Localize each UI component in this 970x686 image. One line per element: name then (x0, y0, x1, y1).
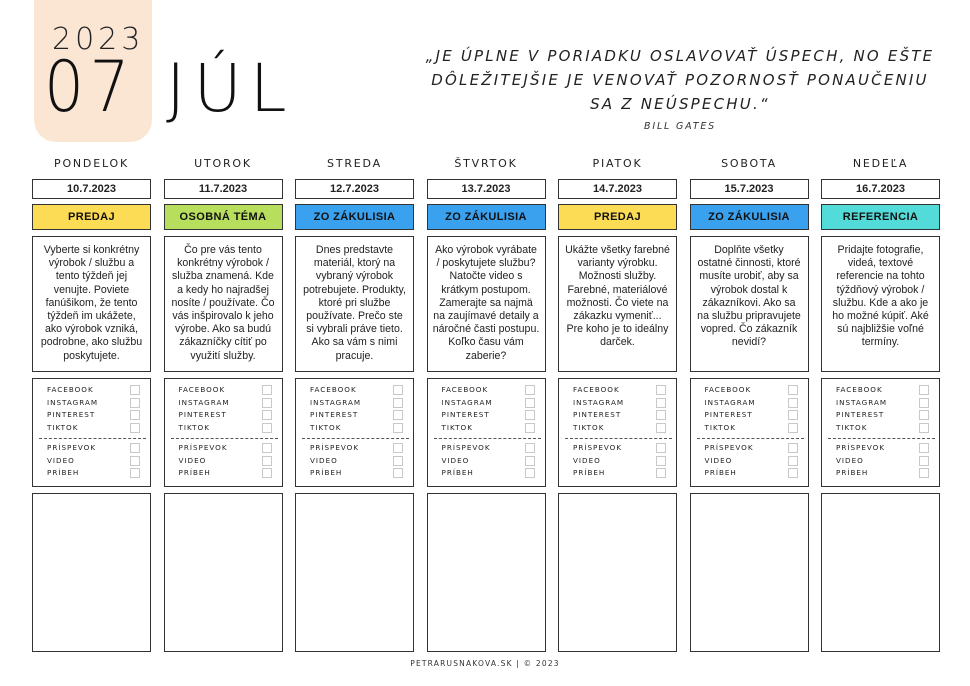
content-idea: Čo pre vás tento konkrétny výrobok / služba znamená. Kde a kedy ho najradšej nosíte / používate. Čo vás inšpirovalo k jeho výrobe. Ako sa budú zákazníčky cítiť po využití služby. (164, 236, 283, 372)
checklist-row-pinterest (310, 409, 401, 422)
checkbox[interactable] (393, 410, 403, 420)
checklist-row-video (179, 455, 270, 468)
checklist-label: PRÍBEH (704, 468, 737, 477)
checklist-label: FACEBOOK (836, 385, 883, 394)
checklist-label: PRÍBEH (573, 468, 606, 477)
checklist-row-facebook (705, 384, 796, 397)
checklist-row-video (705, 455, 796, 468)
notes-area[interactable] (690, 493, 809, 652)
checklist-row-tiktok (573, 422, 664, 435)
checklist-label: PRÍSPEVOK (310, 443, 360, 452)
checkbox[interactable] (393, 398, 403, 408)
checkbox[interactable] (393, 456, 403, 466)
checklist-row-instagram (179, 397, 270, 410)
checkbox[interactable] (262, 398, 272, 408)
checklist-row-video (836, 455, 927, 468)
checklist-label: FACEBOOK (47, 385, 94, 394)
checklist-label: VIDEO (178, 455, 207, 465)
checkbox[interactable] (525, 443, 535, 453)
checkbox[interactable] (525, 398, 535, 408)
checkbox[interactable] (393, 443, 403, 453)
checkbox[interactable] (788, 443, 798, 453)
checklist-label: PRÍBEH (47, 468, 80, 477)
checklist-label: VIDEO (310, 455, 338, 465)
day-name: PIATOK (592, 157, 643, 170)
checklist-label: PRÍBEH (441, 468, 474, 477)
checkbox[interactable] (130, 468, 140, 478)
checklist-label: PRÍSPEVOK (573, 443, 623, 452)
checklist-label: PINTEREST (47, 410, 96, 419)
checklist-row-video (310, 455, 401, 468)
checklist-label: PINTEREST (441, 410, 490, 419)
checklist-row-facebook (836, 384, 927, 397)
category-badge: ZO ZÁKULISIA (690, 204, 809, 230)
day-date: 11.7.2023 (164, 179, 283, 199)
checkbox[interactable] (262, 443, 272, 453)
checklist-divider (302, 438, 409, 439)
checklist-row-story (573, 467, 664, 480)
checkbox[interactable] (788, 410, 798, 420)
checkbox[interactable] (393, 423, 403, 433)
day-date: 16.7.2023 (821, 179, 940, 199)
day-column (164, 157, 283, 652)
day-column (427, 157, 546, 652)
month-name: JÚL (166, 50, 295, 127)
checklist-row-facebook (310, 384, 401, 397)
checkbox[interactable] (788, 385, 798, 395)
checkbox[interactable] (525, 410, 535, 420)
checkbox[interactable] (919, 385, 929, 395)
checklist-row-instagram (705, 397, 796, 410)
social-checklist (295, 378, 414, 487)
social-checklist (164, 378, 283, 487)
day-column (821, 157, 940, 652)
checkbox[interactable] (919, 456, 929, 466)
checklist-label: VIDEO (573, 455, 601, 465)
day-column (690, 157, 809, 652)
checkbox[interactable] (788, 398, 798, 408)
day-name: NEDEĽA (852, 157, 909, 170)
quote-author: BILL GATES (644, 121, 716, 132)
checkbox[interactable] (919, 423, 929, 433)
month-number: 07 (44, 46, 135, 128)
checklist-label: FACEBOOK (573, 385, 620, 394)
checklist-row-story (836, 467, 927, 480)
checklist-label: PINTEREST (310, 410, 359, 419)
checklist-label: PRÍSPEVOK (47, 443, 97, 452)
checkbox[interactable] (525, 468, 535, 478)
checklist-label: FACEBOOK (704, 385, 752, 394)
day-column (32, 157, 151, 652)
checklist-label: INSTAGRAM (704, 397, 756, 407)
checklist-label: VIDEO (836, 455, 864, 465)
checklist-label: INSTAGRAM (573, 397, 625, 407)
checkbox[interactable] (656, 443, 666, 453)
checklist-row-pinterest (442, 409, 533, 422)
day-column (295, 157, 414, 652)
checklist-label: PRÍBEH (310, 468, 343, 477)
checkbox[interactable] (262, 423, 272, 433)
checklist-divider (828, 438, 935, 439)
checklist-label: PINTEREST (573, 410, 622, 419)
checklist-row-facebook (573, 384, 664, 397)
checkbox[interactable] (656, 456, 666, 466)
day-name: PONDELOK (54, 157, 129, 170)
checklist-row-facebook (442, 384, 533, 397)
checklist-label: TIKTOK (310, 422, 342, 432)
content-idea: Ukážte všetky farebné varianty výrobku. Možnosti služby. Farebné, materiálové možnosti. Čo viete na zákazku vymeniť... Pre koho je to ideálny darček. (558, 236, 677, 372)
social-checklist (32, 378, 151, 487)
checkbox[interactable] (656, 410, 666, 420)
checklist-row-story (47, 467, 138, 480)
checklist-row-post (310, 442, 401, 455)
checklist-row-instagram (310, 397, 401, 410)
day-date: 15.7.2023 (690, 179, 809, 199)
checklist-label: PRÍBEH (836, 468, 869, 477)
content-idea: Dnes predstavte materiál, ktorý na vybraný výrobok potrebujete. Produkty, ktoré pri službe používate. Prečo ste si vybrali práve tieto. Ako sa vám s nimi pracuje. (295, 236, 414, 372)
checklist-row-story (705, 467, 796, 480)
checkbox[interactable] (919, 468, 929, 478)
social-checklist (690, 378, 809, 487)
checklist-row-tiktok (179, 422, 270, 435)
day-name: STREDA (327, 157, 382, 170)
checklist-divider (39, 438, 146, 439)
checklist-label: PINTEREST (178, 410, 227, 419)
checklist-row-tiktok (310, 422, 401, 435)
checkbox[interactable] (656, 423, 666, 433)
checkbox[interactable] (130, 410, 140, 420)
checklist-label: PRÍSPEVOK (704, 443, 754, 452)
day-name: UTOROK (194, 157, 252, 170)
social-checklist (821, 378, 940, 487)
checkbox[interactable] (393, 468, 403, 478)
checklist-label: PRÍBEH (178, 468, 211, 477)
social-checklist (558, 378, 677, 487)
day-column (558, 157, 677, 652)
checklist-row-video (573, 455, 664, 468)
content-idea: Doplňte všetky ostatné činnosti, ktoré musíte urobiť, aby sa výrobok dostal k zákazníkovi. Ako sa na službu pripravujete vopred. Čo zákazník nevidí? (690, 236, 809, 372)
checklist-row-pinterest (705, 409, 796, 422)
checklist-label: VIDEO (704, 455, 733, 465)
checklist-row-post (836, 442, 927, 455)
notes-area[interactable] (164, 493, 283, 652)
checklist-row-post (442, 442, 533, 455)
category-badge: OSOBNÁ TÉMA (164, 204, 283, 230)
checkbox[interactable] (262, 385, 272, 395)
checkbox[interactable] (656, 385, 666, 395)
checklist-row-pinterest (179, 409, 270, 422)
checklist-divider (171, 438, 278, 439)
checkbox[interactable] (262, 468, 272, 478)
category-badge: PREDAJ (558, 204, 677, 230)
checklist-label: TIKTOK (573, 422, 605, 432)
checklist-divider (565, 438, 672, 439)
checklist-row-tiktok (442, 422, 533, 435)
checklist-row-tiktok (705, 422, 796, 435)
checklist-row-video (47, 455, 138, 468)
year-label: 2023 (52, 22, 145, 57)
checklist-label: VIDEO (47, 455, 75, 465)
notes-area[interactable] (427, 493, 546, 652)
notes-area[interactable] (821, 493, 940, 652)
checklist-label: FACEBOOK (441, 385, 489, 394)
quote-text: „JE ÚPLNE V PORIADKU OSLAVOVAŤ ÚSPECH, NO EŠTE DÔLEŽITEJŠIE JE VENOVAŤ POZORNOSŤ PONAUČENIU SA Z NEÚSPECHU.“ (425, 47, 935, 113)
checklist-label: TIKTOK (704, 422, 736, 432)
checklist-row-post (573, 442, 664, 455)
checklist-label: FACEBOOK (178, 385, 226, 394)
checklist-divider (434, 438, 541, 439)
checklist-label: TIKTOK (178, 422, 210, 432)
day-date: 14.7.2023 (558, 179, 677, 199)
checklist-label: INSTAGRAM (310, 397, 362, 407)
checkbox[interactable] (262, 456, 272, 466)
checklist-label: TIKTOK (836, 422, 868, 432)
checkbox[interactable] (130, 423, 140, 433)
checklist-row-post (47, 442, 138, 455)
checklist-row-instagram (47, 397, 138, 410)
checklist-label: INSTAGRAM (178, 397, 230, 407)
checkbox[interactable] (130, 385, 140, 395)
checkbox[interactable] (656, 468, 666, 478)
checklist-label: TIKTOK (47, 422, 79, 432)
checklist-label: INSTAGRAM (836, 397, 888, 407)
category-badge: REFERENCIA (821, 204, 940, 230)
notes-area[interactable] (295, 493, 414, 652)
notes-area[interactable] (558, 493, 677, 652)
checklist-row-pinterest (47, 409, 138, 422)
checklist-label: PINTEREST (836, 410, 885, 419)
checklist-label: TIKTOK (441, 422, 473, 432)
checkbox[interactable] (788, 423, 798, 433)
content-idea: Vyberte si konkrétny výrobok / službu a tento týždeň jej venujte. Poviete fanúšikom, že tento týždeň im ukážete, ako výrobok vzniká, podrobne, ako službu poskytujete. (32, 236, 151, 372)
checkbox[interactable] (130, 443, 140, 453)
checkbox[interactable] (919, 410, 929, 420)
checkbox[interactable] (919, 443, 929, 453)
checklist-row-pinterest (836, 409, 927, 422)
day-date: 10.7.2023 (32, 179, 151, 199)
checklist-divider (697, 438, 804, 439)
content-idea: Pridajte fotografie, videá, textové referencie na tohto týždňový výrobok / službu. Kde a ako je ho možné kúpiť. Aké sú najbližšie voľné termíny. (821, 236, 940, 372)
checklist-row-story (179, 467, 270, 480)
day-date: 12.7.2023 (295, 179, 414, 199)
day-date: 13.7.2023 (427, 179, 546, 199)
checklist-label: PRÍSPEVOK (836, 443, 886, 452)
checkbox[interactable] (393, 385, 403, 395)
checkbox[interactable] (788, 468, 798, 478)
checklist-label: PINTEREST (704, 410, 753, 419)
checkbox[interactable] (262, 410, 272, 420)
footer-credit: PETRARUSNAKOVA.SK | © 2023 (410, 659, 560, 668)
checkbox[interactable] (525, 423, 535, 433)
checklist-label: VIDEO (441, 455, 470, 465)
checklist-row-tiktok (47, 422, 138, 435)
checkbox[interactable] (130, 398, 140, 408)
checkbox[interactable] (525, 385, 535, 395)
content-idea: Ako výrobok vyrábate / poskytujete službu? Natočte video s krátkym postupom. Zamerajte sa najmä na zaujímavé detaily a náročné časti postupu. Koľko času vám zaberie? (427, 236, 546, 372)
notes-area[interactable] (32, 493, 151, 652)
checklist-label: FACEBOOK (310, 385, 357, 394)
checkbox[interactable] (919, 398, 929, 408)
checklist-label: INSTAGRAM (47, 397, 99, 407)
week-columns (32, 157, 938, 657)
checklist-row-instagram (442, 397, 533, 410)
checklist-label: PRÍSPEVOK (441, 443, 491, 452)
checkbox[interactable] (788, 456, 798, 466)
social-checklist (427, 378, 546, 487)
checklist-label: PRÍSPEVOK (178, 443, 228, 452)
checklist-row-video (442, 455, 533, 468)
checklist-row-post (705, 442, 796, 455)
checklist-row-story (442, 467, 533, 480)
category-badge: ZO ZÁKULISIA (427, 204, 546, 230)
day-name: ŠTVRTOK (454, 157, 518, 170)
checklist-row-post (179, 442, 270, 455)
checklist-row-facebook (47, 384, 138, 397)
category-badge: PREDAJ (32, 204, 151, 230)
day-name: SOBOTA (721, 157, 777, 170)
checklist-row-tiktok (836, 422, 927, 435)
checkbox[interactable] (525, 456, 535, 466)
checkbox[interactable] (656, 398, 666, 408)
category-badge: ZO ZÁKULISIA (295, 204, 414, 230)
checklist-row-instagram (573, 397, 664, 410)
checkbox[interactable] (130, 456, 140, 466)
checklist-row-story (310, 467, 401, 480)
checklist-row-pinterest (573, 409, 664, 422)
checklist-row-facebook (179, 384, 270, 397)
checklist-label: INSTAGRAM (441, 397, 493, 407)
checklist-row-instagram (836, 397, 927, 410)
